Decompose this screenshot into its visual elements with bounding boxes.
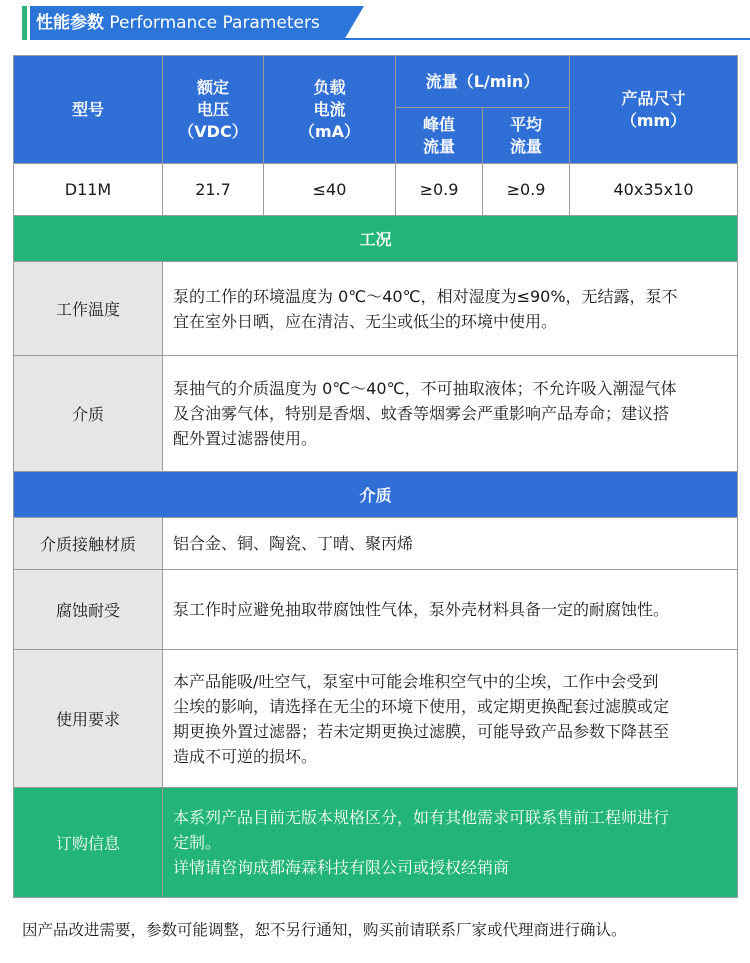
head-peak-flow-line: 峰值 (422, 114, 455, 134)
head-avg-flow (483, 108, 570, 164)
head-avg-flow-line: 流量 (509, 136, 542, 156)
cell-current: ≤40 (264, 164, 396, 216)
row-text-contact-material (163, 518, 738, 570)
head-load-current-line: 电流 (313, 99, 346, 119)
head-size (570, 56, 738, 164)
row-text-order (163, 788, 738, 898)
row-text-usage (163, 650, 738, 788)
header-title-en: Performance Parameters (109, 13, 320, 33)
table-row (14, 570, 738, 650)
cell-model: D11M (14, 164, 163, 216)
head-peak-flow-line: 流量 (422, 136, 455, 156)
performance-table (13, 55, 738, 898)
text-line: 及含油雾气体，特别是香烟、蚊香等烟雾会严重影响产品寿命；建议搭 (173, 404, 670, 423)
head-rated-voltage (163, 56, 264, 164)
head-load-current-line: 负载 (313, 77, 346, 97)
text-line: 造成不可逆的损坏。 (173, 746, 318, 766)
table-row (14, 788, 738, 898)
footnote: 因产品改进需要，参数可能调整，恕不另行通知，购买前请联系厂家或代理商进行确认。 (22, 921, 627, 939)
table-row (14, 518, 738, 570)
text-line: 泵抽气的介质温度为 0℃～40℃，不可抽取液体；不允许吸入潮湿气体 (173, 379, 677, 398)
cell-size: 40x35x10 (570, 164, 738, 216)
head-rated-voltage-line: （VDC） (178, 121, 248, 141)
cell-peak-flow: ≥0.9 (396, 164, 483, 216)
section-header (22, 6, 750, 40)
header-title (36, 6, 320, 40)
head-peak-flow (396, 108, 483, 164)
row-text-temperature (163, 262, 738, 356)
text-line: 宜在室外日晒，应在清洁、无尘或低尘的环境中使用。 (173, 311, 558, 331)
head-rated-voltage-line: 额定 (196, 77, 229, 97)
text-line: 配外置过滤器使用。 (173, 429, 318, 448)
text-line: 详情请咨询成都海霖科技有限公司或授权经销商 (173, 858, 510, 877)
row-label-corrosion: 腐蚀耐受 (14, 570, 163, 650)
text-line: 尘埃的影响，请选择在无尘的环境下使用，或定期更换配套过滤膜或定 (173, 696, 670, 716)
cell-avg-flow: ≥0.9 (483, 164, 570, 216)
head-load-current (264, 56, 396, 164)
text-line: 本产品能吸/吐空气，泵室中可能会堆积空气中的尘埃，工作中会受到 (173, 671, 659, 691)
section-title-conditions: 工况 (14, 216, 738, 262)
cell-voltage: 21.7 (163, 164, 264, 216)
row-label-contact-material: 介质接触材质 (14, 518, 163, 570)
row-label-medium: 介质 (14, 356, 163, 472)
table-row (14, 650, 738, 788)
table-row (14, 356, 738, 472)
row-label-temperature: 工作温度 (14, 262, 163, 356)
text-line: 定制。 (173, 833, 222, 852)
head-load-current-line: （mA） (298, 121, 361, 141)
head-flow: 流量（L/min） (396, 56, 570, 108)
text-line: 泵的工作的环境温度为 0℃～40℃，相对湿度为≤90%，无结露，泵不 (173, 286, 678, 306)
header-accent-bar (22, 6, 27, 40)
text-line: 期更换外置过滤器；若未定期更换过滤膜，可能导致产品参数下降甚至 (173, 721, 670, 741)
text-line: 铝合金、铜、陶瓷、丁晴、聚丙烯 (173, 534, 414, 553)
header-title-cn: 性能参数 (36, 13, 104, 33)
head-rated-voltage-line: 电压 (196, 99, 229, 119)
head-avg-flow-line: 平均 (509, 114, 542, 134)
head-size-line: （mm） (620, 110, 687, 130)
row-label-usage: 使用要求 (14, 650, 163, 788)
text-line: 本系列产品目前无版本规格区分，如有其他需求可联系售前工程师进行 (173, 808, 670, 827)
head-model: 型号 (14, 56, 163, 164)
row-text-medium (163, 356, 738, 472)
table-row (14, 262, 738, 356)
section-title-medium: 介质 (14, 472, 738, 518)
table-row (14, 164, 738, 216)
text-line: 泵工作时应避免抽取带腐蚀性气体，泵外壳材料具备一定的耐腐蚀性。 (173, 600, 670, 619)
row-label-order: 订购信息 (14, 788, 163, 898)
head-size-line: 产品尺寸 (621, 88, 686, 108)
row-text-corrosion (163, 570, 738, 650)
